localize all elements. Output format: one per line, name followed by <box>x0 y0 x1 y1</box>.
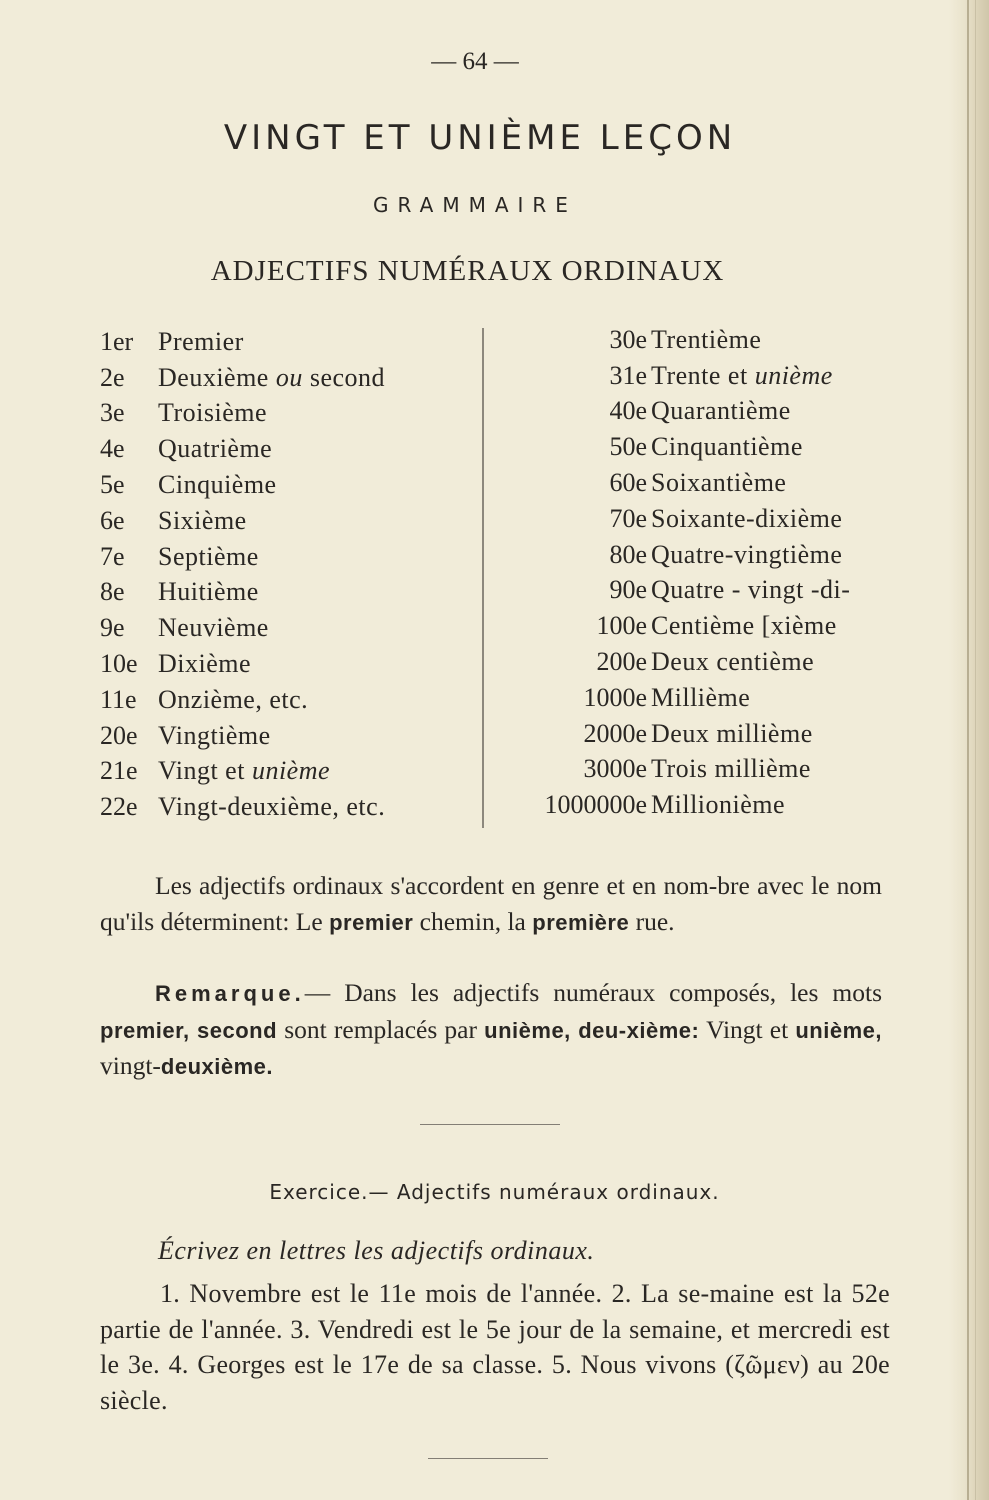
exercise-text: 1. Novembre est le 11e mois de l'année. 2. La se-maine est la 52e partie de l'année. 3. Vendredi est le 5e jour de la semaine, et mercredi est le 3e. 4. Georges est le 17e de sa classe. 5. Nous vivons (ζῶμεν) au 20e siècle. <box>100 1279 890 1415</box>
ordinal-word <box>651 396 791 426</box>
ordinal-row <box>505 394 905 430</box>
ordinal-row <box>100 575 460 611</box>
ordinal-word <box>651 647 814 677</box>
bold-term: première <box>532 909 630 935</box>
ordinal-word <box>158 721 271 751</box>
ordinal-row <box>100 646 460 682</box>
agreement-paragraph <box>100 868 882 940</box>
binding-line-secondary <box>975 0 976 1500</box>
ordinal-word <box>158 506 247 536</box>
ordinal-number: 30e <box>609 324 647 354</box>
ordinal-word <box>651 611 837 641</box>
page-number: — 64 — <box>431 48 519 75</box>
lesson-title: VINGT ET UNIÈME LEÇON <box>223 118 737 158</box>
binding-line <box>967 0 969 1500</box>
paragraph-text: rue. <box>635 906 675 936</box>
ordinal-word-text: Cinquième <box>158 470 277 500</box>
ordinal-word-text: Trentième <box>651 324 762 354</box>
ordinal-word-text: Dixième <box>158 649 252 679</box>
ordinal-word <box>651 719 813 749</box>
ordinal-row <box>505 716 905 752</box>
ordinal-word-italic: unième <box>251 756 331 786</box>
ordinal-word-text: Quatre - vingt -di- <box>651 575 851 605</box>
ordinal-word-text: Soixantième <box>651 468 787 498</box>
ordinal-number: 40e <box>609 396 647 426</box>
ordinal-word-rest: second <box>309 362 386 392</box>
exercise-instruction: Écrivez en lettres les adjectifs ordinaux. <box>158 1236 595 1265</box>
ordinal-row <box>505 358 905 394</box>
column-divider <box>482 328 484 828</box>
ordinal-number: 6e <box>100 505 125 535</box>
ordinal-number: 10e <box>100 649 138 679</box>
ordinal-word <box>651 504 842 534</box>
ordinal-number: 1er <box>100 326 134 356</box>
ordinal-row <box>100 754 460 790</box>
paragraph-text: — Dans les adjectifs numéraux composés, les mots <box>304 978 882 1007</box>
ordinal-number: 2e <box>100 362 125 392</box>
paragraph-text: chemin, la <box>419 906 526 936</box>
ordinal-word-text: Deux millième <box>651 718 813 748</box>
ordinal-number: 1000e <box>583 682 647 712</box>
ordinal-row <box>505 608 905 644</box>
bold-term: premier, second <box>100 1017 278 1043</box>
ordinal-row <box>100 360 460 396</box>
ordinal-word <box>651 432 803 462</box>
ordinal-number: 21e <box>100 756 138 786</box>
ordinal-row <box>100 789 460 825</box>
remark-paragraph <box>100 975 882 1085</box>
ordinal-word <box>651 361 833 391</box>
ordinal-number: 9e <box>100 613 125 643</box>
ordinal-row <box>100 431 460 467</box>
ordinal-word-text: Trois millième <box>651 754 811 784</box>
ordinal-word-text: Sixième <box>158 505 247 535</box>
ordinal-word <box>158 685 308 715</box>
ordinal-row <box>100 467 460 503</box>
ordinal-row <box>505 537 905 573</box>
ordinal-word-text: Troisième <box>158 398 267 428</box>
ordinal-word <box>651 325 761 355</box>
ordinal-word <box>158 470 277 500</box>
ordinal-number: 3000e <box>583 754 647 784</box>
ordinal-number: 5e <box>100 470 125 500</box>
ordinal-word-text: Millième <box>651 682 751 712</box>
horizontal-rule-bottom <box>428 1458 548 1459</box>
ordinal-word-text: Neuvième <box>158 613 269 643</box>
ordinal-number: 20e <box>100 720 138 750</box>
ordinal-row <box>100 718 460 754</box>
ordinal-number: 1000000e <box>544 790 647 820</box>
ordinal-word-text: Quarantième <box>651 396 791 426</box>
bold-term: premier <box>329 909 414 935</box>
ordinal-word-text: Vingt-deuxième, etc. <box>158 792 386 822</box>
ordinal-word <box>158 542 259 572</box>
ordinal-word-text: Huitième <box>158 577 259 607</box>
ordinal-number: 80e <box>609 539 647 569</box>
ordinal-word <box>158 792 385 822</box>
bold-term: unième, deu-xième: <box>484 1017 700 1043</box>
ordinal-word-text: Quatrième <box>158 434 273 464</box>
paragraph-text: sont remplacés par <box>284 1014 477 1044</box>
ordinal-row <box>100 539 460 575</box>
ordinal-number: 60e <box>609 468 647 498</box>
ordinal-row <box>100 610 460 646</box>
ordinal-word-text: Premier <box>158 326 244 356</box>
ordinal-number: 3e <box>100 398 125 428</box>
ordinal-number: 22e <box>100 792 138 822</box>
ordinal-row <box>505 680 905 716</box>
ordinal-row <box>505 752 905 788</box>
ordinal-word <box>158 649 251 679</box>
paragraph-text: Les adjectifs ordinaux s'accordent en genre et en nom-bre avec le nom qu'ils déterminent: Le <box>100 871 882 936</box>
ordinal-number: 7e <box>100 541 125 571</box>
ordinal-word-text: Septième <box>158 541 259 571</box>
page-edge <box>949 0 989 1500</box>
ordinal-row <box>100 396 460 432</box>
ordinal-word-text: Deux centième <box>651 647 815 677</box>
ordinal-word-text: Centième [xième <box>651 611 837 641</box>
ordinal-word <box>158 327 244 357</box>
ordinal-word <box>158 363 385 393</box>
ordinal-row <box>100 324 460 360</box>
ordinal-number: 2000e <box>583 718 647 748</box>
ordinal-row <box>505 787 905 823</box>
ordinal-row <box>505 465 905 501</box>
ordinal-number: 70e <box>609 503 647 533</box>
ordinal-word <box>651 790 785 820</box>
ordinal-word-text: Quatre-vingtième <box>651 539 843 569</box>
ordinal-word-text: Vingt et <box>158 756 245 786</box>
bold-term: unième, <box>795 1017 882 1043</box>
ordinal-word-text: Deuxième <box>158 362 269 392</box>
ordinal-column-left <box>100 324 460 825</box>
ordinal-word-text: Trente et <box>651 360 748 390</box>
section-heading: GRAMMAIRE <box>373 193 577 217</box>
ordinal-word <box>158 756 330 786</box>
ordinal-word <box>651 683 750 713</box>
ordinal-row <box>505 429 905 465</box>
horizontal-rule <box>420 1124 560 1125</box>
ordinal-word <box>651 575 850 605</box>
ordinal-number: 11e <box>100 684 137 714</box>
ordinal-row <box>505 322 905 358</box>
ordinal-row <box>100 682 460 718</box>
ordinal-word <box>158 577 259 607</box>
ordinal-word <box>158 613 269 643</box>
exercise-heading: Exercice.— Adjectifs numéraux ordinaux. <box>269 1180 720 1204</box>
ordinal-word-text: Cinquantième <box>651 432 803 462</box>
bold-term: deuxième. <box>160 1054 274 1079</box>
ordinal-word-text: Vingtième <box>158 720 271 750</box>
ordinal-word-text: Millionième <box>651 790 786 820</box>
ordinal-row <box>505 501 905 537</box>
ordinal-word <box>651 540 842 570</box>
ordinal-word-italic: ou <box>275 362 303 392</box>
ordinal-number: 90e <box>609 575 647 605</box>
ordinal-word <box>651 468 786 498</box>
ordinal-number: 31e <box>609 360 647 390</box>
ordinal-word <box>651 754 811 784</box>
ordinal-row <box>100 503 460 539</box>
table-title: ADJECTIFS NUMÉRAUX ORDINAUX <box>210 255 725 287</box>
ordinal-number: 8e <box>100 577 125 607</box>
ordinal-row <box>505 573 905 609</box>
ordinal-word <box>158 434 272 464</box>
ordinal-word <box>158 398 267 428</box>
ordinal-number: 100e <box>596 611 647 641</box>
ordinal-word-text: Onzième, etc. <box>158 684 309 714</box>
paragraph-text: Vingt et <box>706 1014 789 1044</box>
ordinal-number: 200e <box>596 647 647 677</box>
ordinal-column-right <box>505 322 905 823</box>
ordinal-row <box>505 644 905 680</box>
paragraph-text: vingt- <box>100 1051 161 1080</box>
ordinal-number: 4e <box>100 434 125 464</box>
ordinal-word-text: Soixante-dixième <box>651 503 843 533</box>
remark-label: Remarque. <box>155 981 305 1006</box>
ordinal-number: 50e <box>609 432 647 462</box>
ordinal-word-italic: unième <box>754 360 833 390</box>
